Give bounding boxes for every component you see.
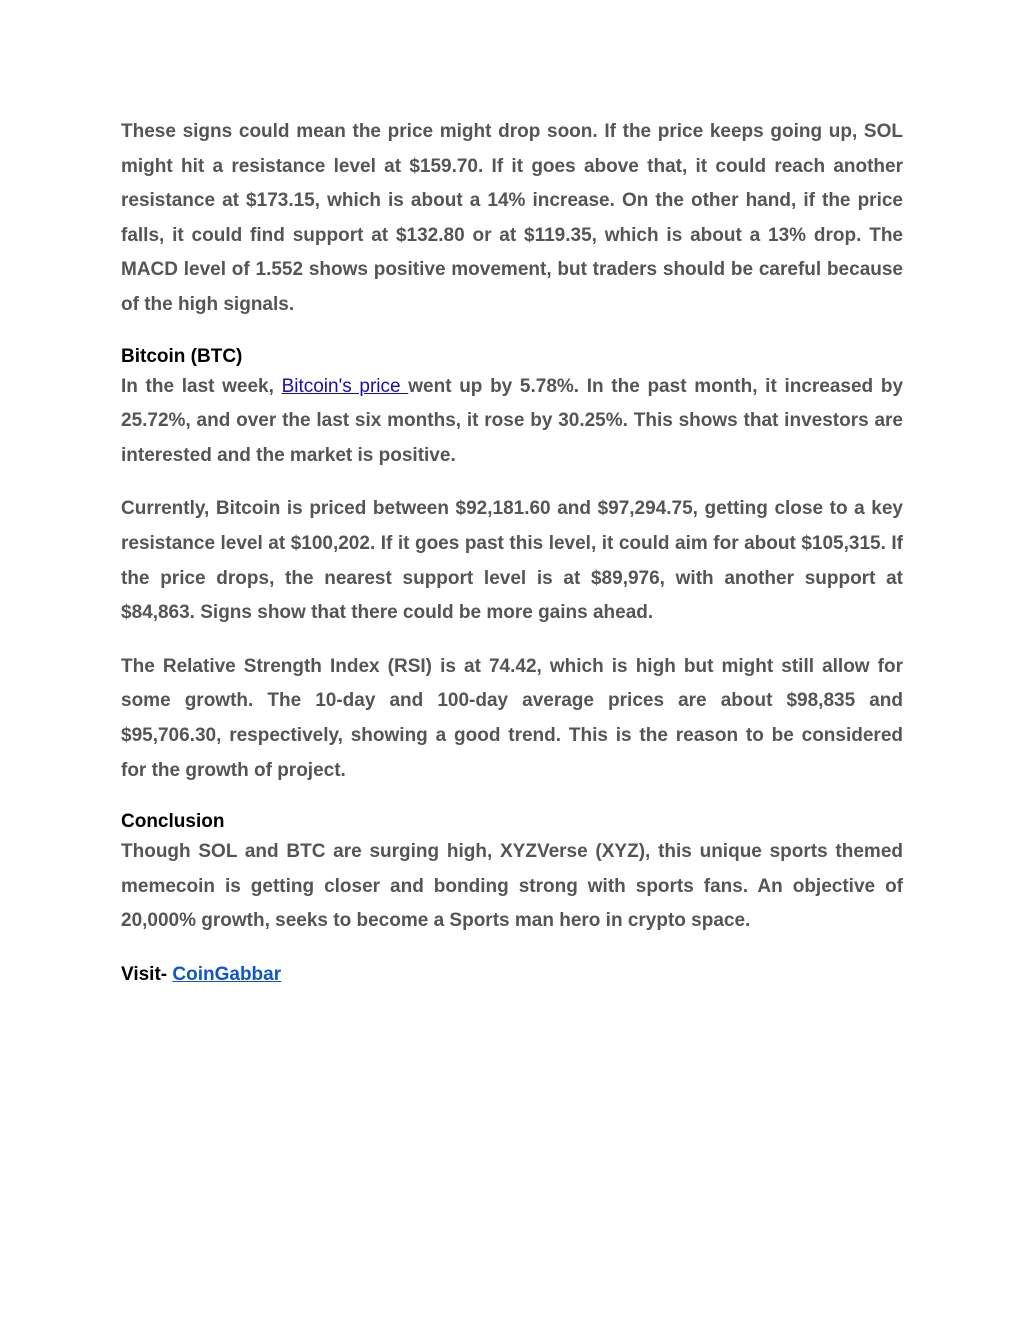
paragraph-bitcoin-rsi: The Relative Strength Index (RSI) is at 74.42, which is high but might still allow for some growth. The 10-day and 100-day average prices are about $98,835 and $95,706.30, respectively, showing a good trend. This is the reason to be considered for the growth of project.: [121, 655, 903, 781]
paragraph-bitcoin-intro: [121, 370, 903, 474]
coingabbar-link[interactable]: CoinGabbar: [172, 963, 282, 985]
bitcoin-intro-text-end: went up by 5.78%. In the past month, it increased by 25.72%, and over the last six months, it rose by 30.25%. This shows that investors are interested and the market is positive.: [121, 375, 904, 466]
paragraph-sol-analysis: These signs could mean the price might drop soon. If the price keeps going up, SOL might hit a resistance level at $159.70. If it goes above that, it could reach another resistance at $173.15, which is about a 14% increase. On the other hand, if the price falls, it could find support at $132.80 or at $119.35, which is about a 13% drop. The MACD level of 1.552 shows positive movement, but traders should be careful because of the high signals.: [121, 121, 903, 315]
heading-bitcoin: Bitcoin (BTC): [121, 345, 243, 367]
visit-line: [121, 958, 903, 993]
document-page: [121, 115, 903, 992]
visit-label: Visit-: [121, 963, 173, 985]
paragraph-conclusion: Though SOL and BTC are surging high, XYZVerse (XYZ), this unique sports themed memecoin is getting closer and bonding strong with sports fans. An objective of 20,000% growth, seeks to become a Sports man hero in crypto space.: [121, 841, 903, 932]
bitcoin-intro-text-start: In the last week,: [121, 375, 282, 397]
bitcoin-price-link[interactable]: Bitcoin's price: [281, 375, 409, 397]
heading-conclusion: Conclusion: [121, 811, 225, 833]
paragraph-bitcoin-price: Currently, Bitcoin is priced between $92,181.60 and $97,294.75, getting close to a key resistance level at $100,202. If it goes past this level, it could aim for about $105,315. If the price drops, the nearest support level is at $89,976, with another support at $84,863. Signs show that there could be more gains ahead.: [121, 498, 903, 624]
